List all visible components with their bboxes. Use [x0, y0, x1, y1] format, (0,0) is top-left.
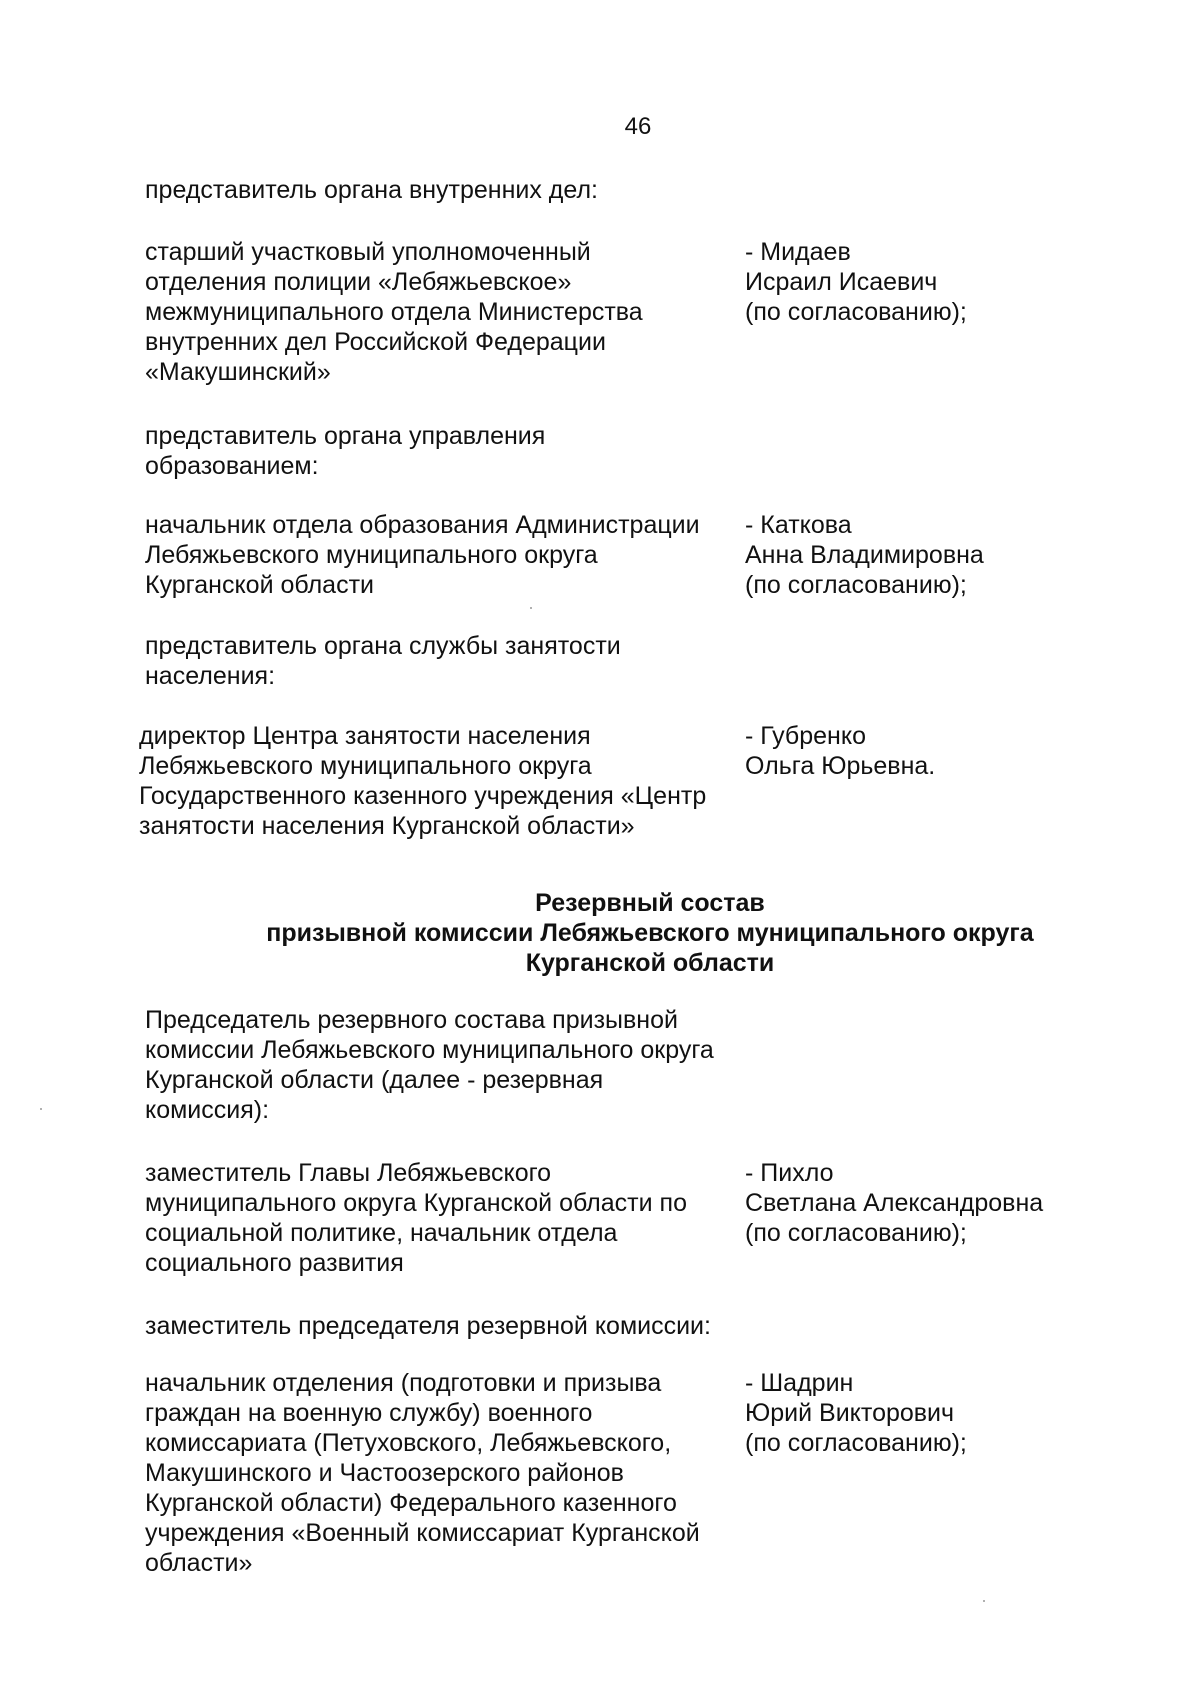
person-shadrin: - Шадрин Юрий Викторович (по согласованию); — [745, 1369, 967, 1457]
section-heading-employment: представитель органа службы занятости населения: — [145, 632, 621, 690]
section-heading-internal-affairs: представитель органа внутренних дел: — [145, 176, 599, 204]
section-heading-reserve-chair: Председатель резервного состава призывной комиссии Лебяжьевского муниципального округа Курганской области (далее - резервная комиссия): — [145, 1006, 714, 1124]
position-reserve-chair: заместитель Главы Лебяжьевского муниципального округа Курганской области по социальной политике, начальник отдела социального развития — [145, 1159, 687, 1277]
position-employment: директор Центра занятости населения Лебяжьевского муниципального округа Государственного казенного учреждения «Центр занятости населения Курганской области» — [139, 722, 707, 840]
scan-speck — [983, 1600, 985, 1602]
scan-speck — [530, 607, 532, 609]
position-reserve-deputy: начальник отделения (подготовки и призыва граждан на военную службу) военного комиссариата (Петуховского, Лебяжьевского, Макушинского и Частоозерского районов Курганской области) Федерального казенного учреждения «Военный комиссариат Курганской области» — [145, 1369, 700, 1577]
person-pikhlo: - Пихло Светлана Александровна (по согласованию); — [745, 1159, 1044, 1247]
person-gubrenko: - Губренко Ольга Юрьевна. — [745, 722, 936, 780]
reserve-composition-title: Резервный состав призывной комиссии Лебяжьевского муниципального округа Курганской области — [266, 889, 1034, 977]
position-education: начальник отдела образования Администрации Лебяжьевского муниципального округа Курганской области — [145, 511, 700, 599]
section-heading-education: представитель органа управления образованием: — [145, 422, 546, 480]
scan-speck — [40, 1108, 42, 1110]
person-midaev: - Мидаев Исраил Исаевич (по согласованию); — [745, 238, 967, 326]
person-katkova: - Каткова Анна Владимировна (по согласованию); — [745, 511, 984, 599]
position-internal-affairs: старший участковый уполномоченный отделения полиции «Лебяжьевское» межмуниципального отдела Министерства внутренних дел Российской Федерации «Макушинский» — [145, 238, 643, 386]
page-number: 46 — [624, 113, 652, 140]
section-heading-reserve-deputy: заместитель председателя резервной комиссии: — [145, 1312, 711, 1340]
